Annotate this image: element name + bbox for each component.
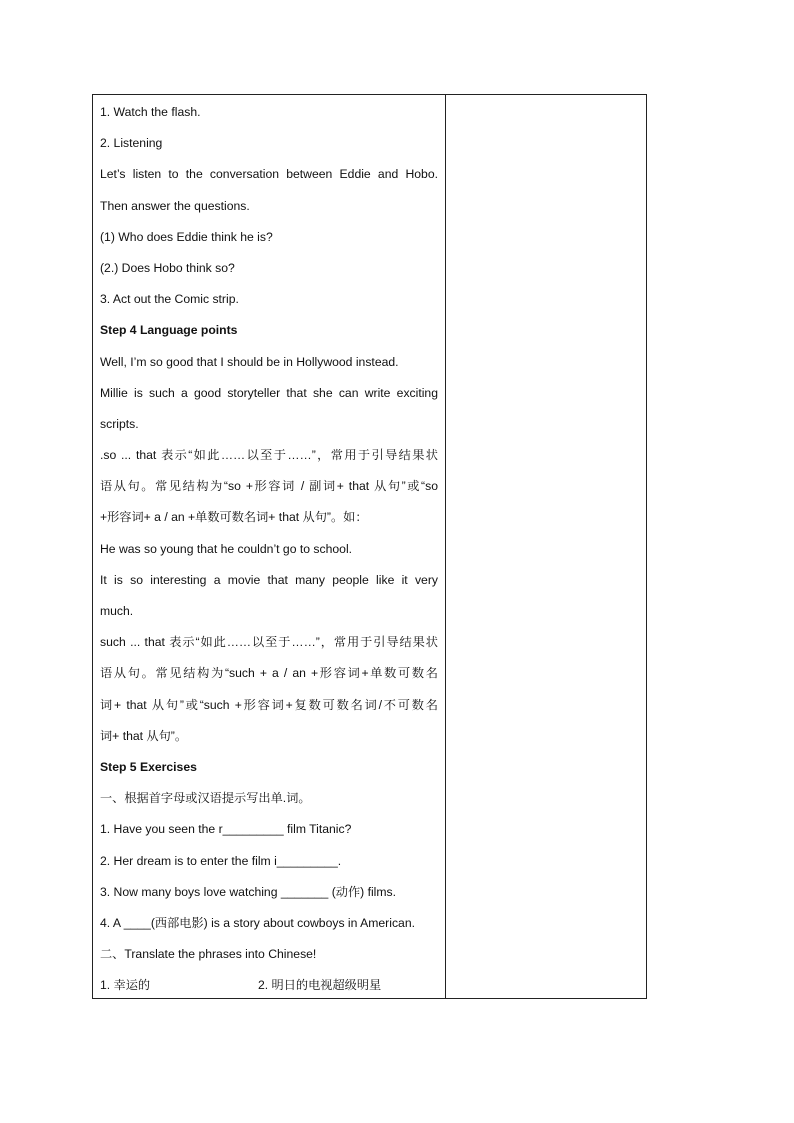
exercise-item-2: 2. Her dream is to enter the film i_________. bbox=[100, 853, 342, 868]
such-that-explanation-3: 词+ that 从句”或“such +形容词+复数可数名词/不可数名 bbox=[100, 697, 438, 712]
listening-instruction-cont: Then answer the questions. bbox=[100, 198, 250, 213]
so-that-explanation-2: 语从句。常见结构为“so +形容词 / 副词+ that 从句”或“so bbox=[100, 479, 438, 494]
step-watch-flash: 1. Watch the flash. bbox=[100, 105, 201, 119]
exercise-part-2-title: 二、Translate the phrases into Chinese! bbox=[100, 947, 317, 962]
such-that-explanation: such ... that 表示“如此……以至于……”，常用于引导结果状 bbox=[100, 635, 438, 650]
so-that-explanation: .so ... that 表示“如此……以至于……”，常用于引导结果状 bbox=[100, 448, 438, 463]
exercise-item-1: 1. Have you seen the r_________ film Titanic? bbox=[100, 822, 352, 837]
listening-instruction: Let’s listen to the conversation between Eddie and Hobo. bbox=[100, 167, 438, 182]
step-listening: 2. Listening bbox=[100, 136, 163, 151]
example-sentence-1: Well, I’m so good that I should be in Hollywood instead. bbox=[100, 354, 399, 369]
such-that-explanation-2: 语从句。常见结构为“such + a / an +形容词+单数可数名 bbox=[100, 666, 438, 681]
step-act-out: 3. Act out the Comic strip. bbox=[100, 292, 239, 307]
exercise-item-4: 4. A ____(西部电影) is a story about cowboys in American. bbox=[100, 915, 415, 930]
step5-heading: Step 5 Exercises bbox=[100, 759, 197, 774]
exercise-item-3: 3. Now many boys love watching _______ (动作) films. bbox=[100, 884, 397, 899]
lesson-content-cell bbox=[93, 95, 446, 998]
example-sentence-2-cont: scripts. bbox=[100, 416, 139, 431]
translate-item-2: 2. 明日的电视超级明星 bbox=[258, 978, 382, 993]
lesson-table bbox=[92, 94, 647, 999]
question-1: (1) Who does Eddie think he is? bbox=[100, 229, 273, 244]
question-2: (2.) Does Hobo think so? bbox=[100, 260, 235, 275]
translate-items-row bbox=[100, 970, 438, 1001]
translate-item-1: 1. 幸运的 bbox=[100, 978, 151, 993]
so-that-example-1: He was so young that he couldn’t go to school. bbox=[100, 541, 353, 556]
exercise-part-1-title: 一、根据首字母或汉语提示写出单.词。 bbox=[100, 791, 311, 806]
example-sentence-2: Millie is such a good storyteller that she can write exciting bbox=[100, 385, 438, 400]
so-that-example-2: It is so interesting a movie that many people like it very bbox=[100, 572, 438, 587]
such-that-explanation-4: 词+ that 从句”。 bbox=[100, 728, 188, 743]
notes-cell bbox=[446, 95, 646, 998]
so-that-explanation-3: +形容词+ a / an +单数可数名词+ that 从句”。如： bbox=[100, 510, 368, 525]
step4-heading: Step 4 Language points bbox=[100, 323, 238, 338]
so-that-example-2-cont: much. bbox=[100, 604, 134, 618]
